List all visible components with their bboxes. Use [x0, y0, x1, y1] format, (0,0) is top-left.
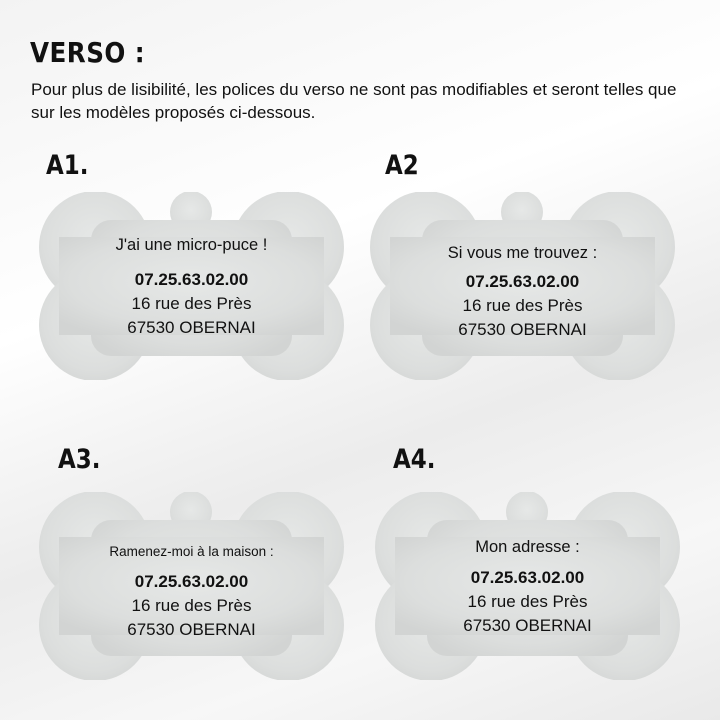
- tag-header: Si vous me trouvez :: [447, 244, 598, 262]
- bone-tag-a3: [29, 492, 354, 680]
- intro-text: Pour plus de lisibilité, les polices du verso ne sont pas modifiables et seront telles que sur les modèles proposés ci-dessous.: [31, 80, 677, 122]
- tag-header: Ramenez-moi à la maison :: [109, 544, 274, 559]
- tag-city: 67530 OBERNAI: [127, 318, 256, 337]
- tag-city: 67530 OBERNAI: [463, 616, 592, 635]
- tag-header: Mon adresse :: [475, 538, 580, 556]
- model-label-a3: A3.: [58, 444, 101, 475]
- tag-street: 16 rue des Près: [467, 592, 588, 611]
- bone-tag-a4: [365, 492, 690, 680]
- tag-phone: 07.25.63.02.00: [134, 270, 249, 289]
- tag-city: 67530 OBERNAI: [127, 620, 256, 639]
- tag-street: 16 rue des Près: [462, 296, 583, 315]
- bone-tag-a2: [360, 192, 685, 380]
- tag-city: 67530 OBERNAI: [458, 320, 587, 339]
- bone-tag-a1: [29, 192, 354, 380]
- tag-street: 16 rue des Près: [131, 596, 252, 615]
- model-label-a4: A4.: [393, 444, 436, 475]
- tag-street: 16 rue des Près: [131, 294, 252, 313]
- page-title: VERSO :: [30, 36, 146, 69]
- tag-phone: 07.25.63.02.00: [470, 568, 585, 587]
- model-label-a1: A1.: [46, 150, 89, 181]
- model-label-a2: A2: [385, 150, 419, 181]
- tag-header: J'ai une micro-puce !: [115, 236, 268, 254]
- tag-phone: 07.25.63.02.00: [134, 572, 249, 591]
- tag-phone: 07.25.63.02.00: [465, 272, 580, 291]
